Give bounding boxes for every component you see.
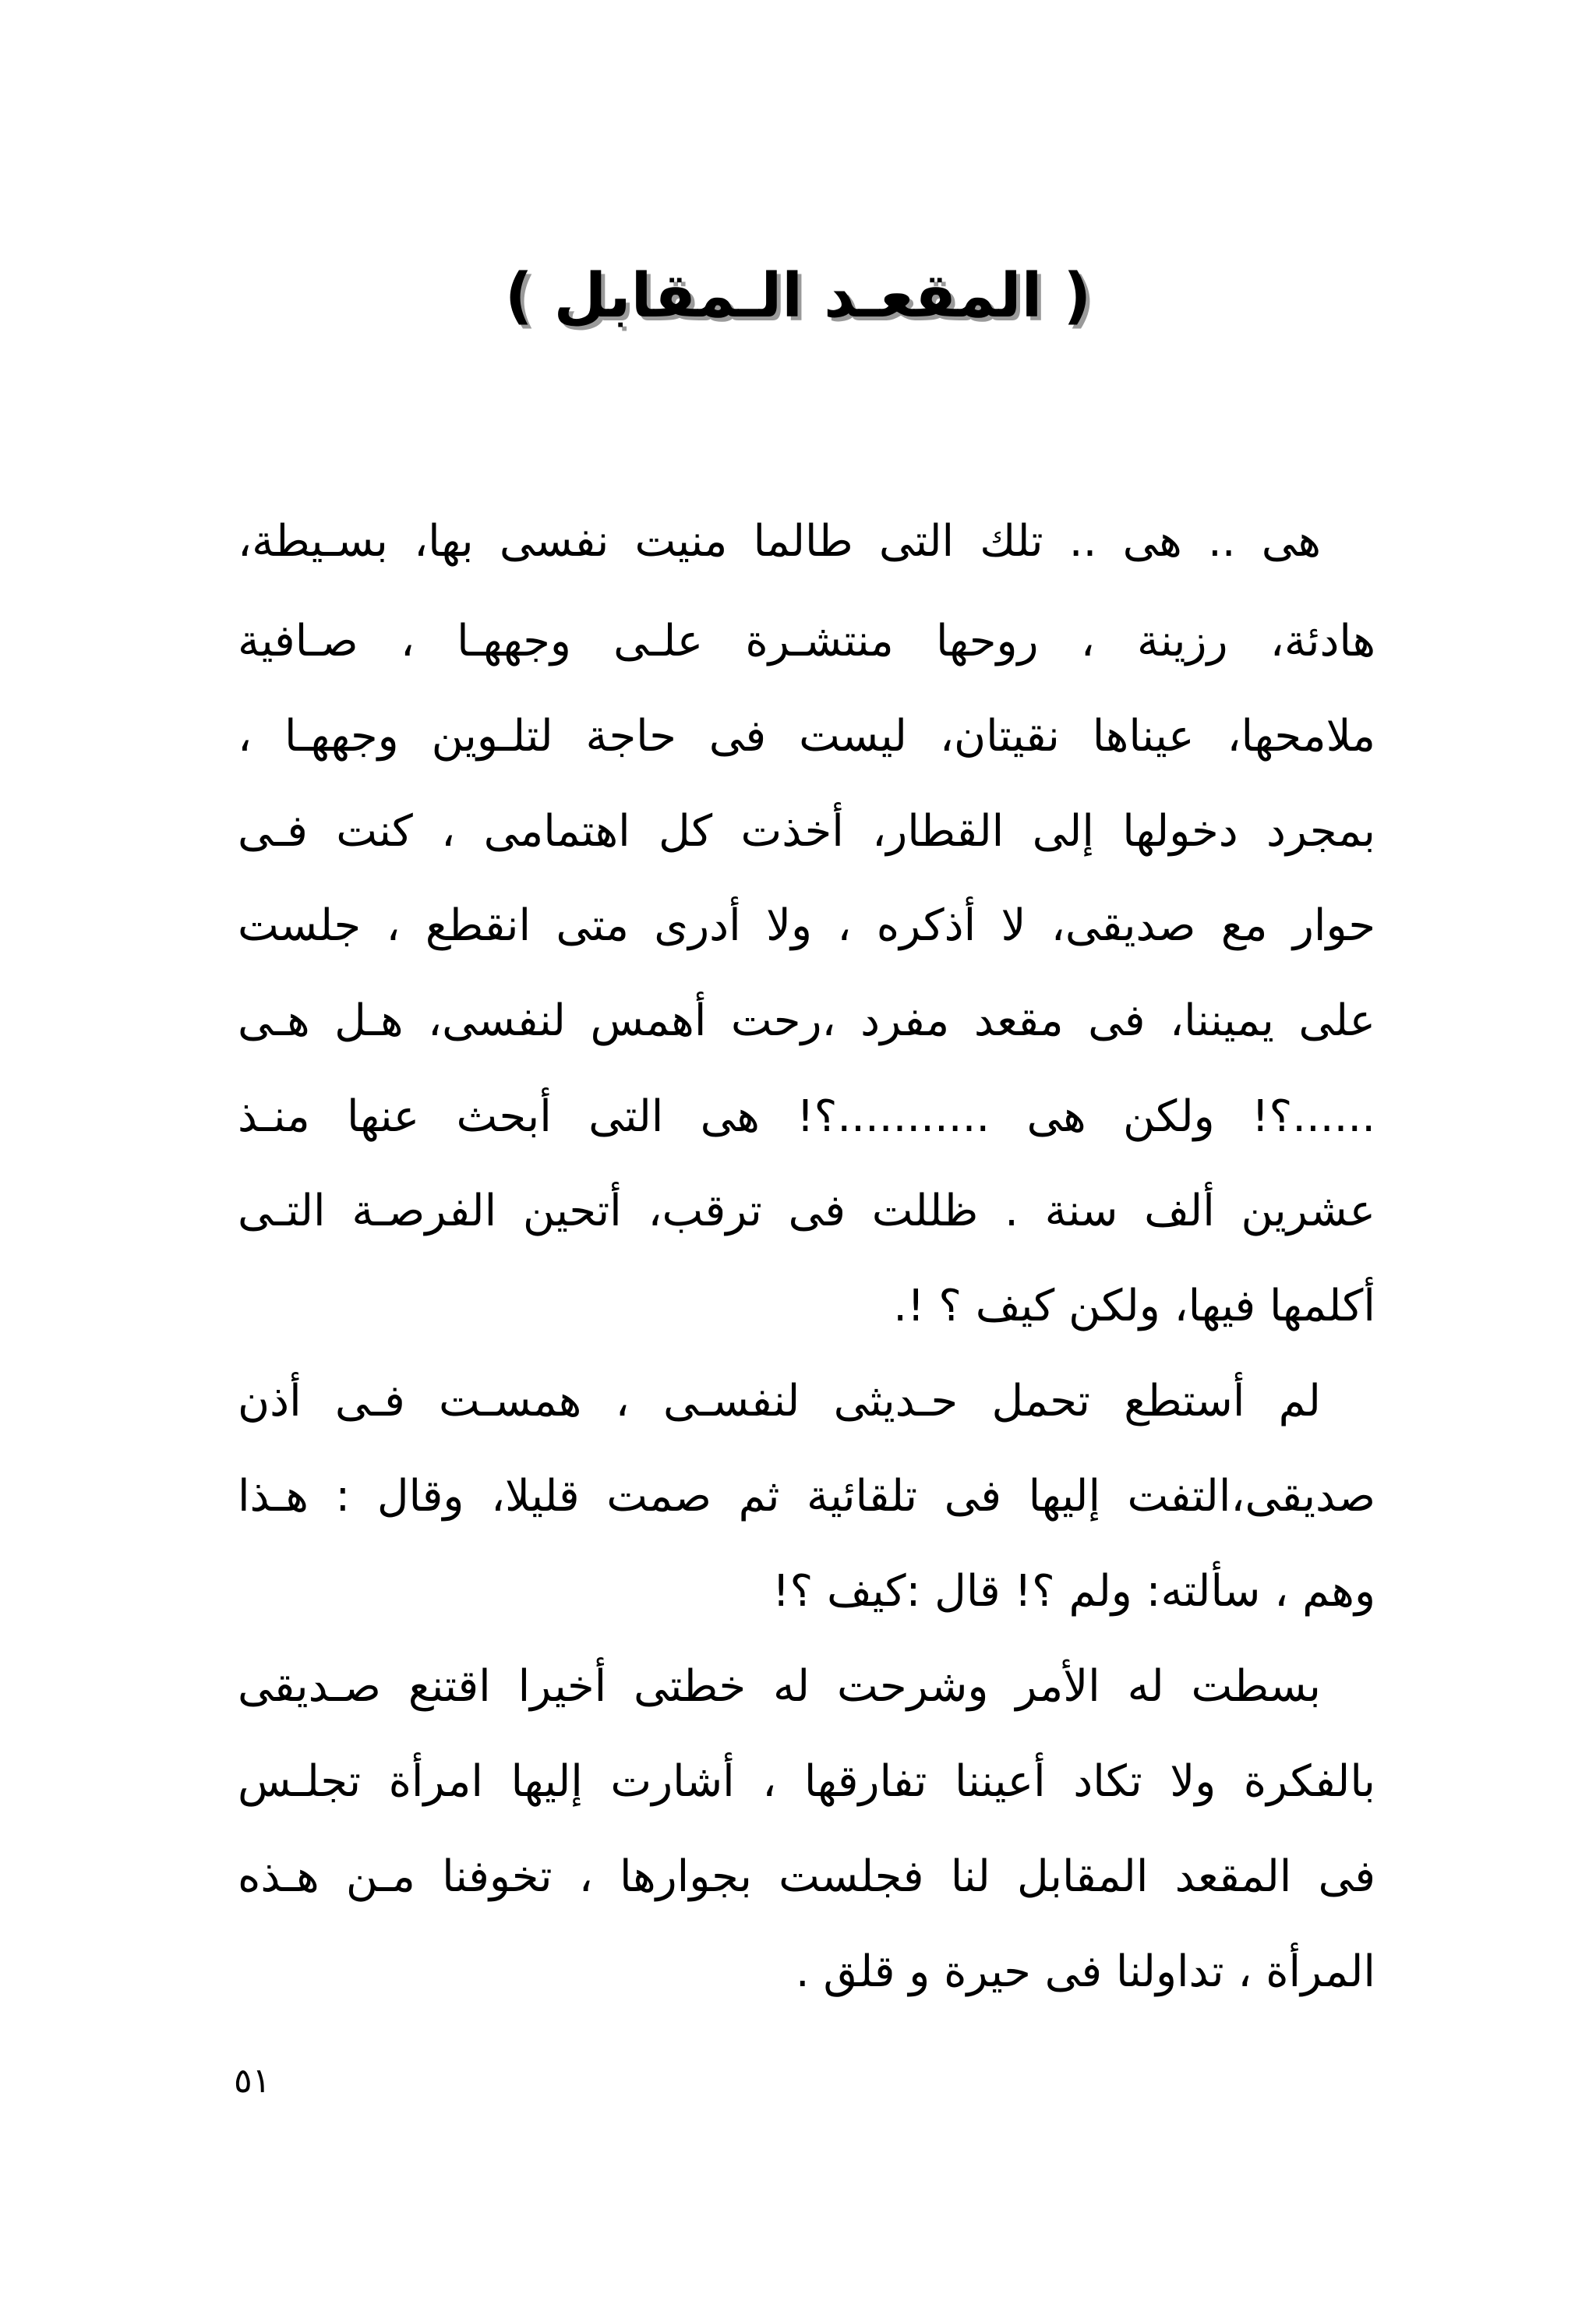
text-line: المرأة ، تداولنا فى حيرة و قلق . [795,1946,1375,1997]
text-line: هى .. هى .. تلك التى طالما منيت نفسى بها، بسـيطة، [238,516,1321,567]
text-line: عشرين ألف سنة . ظللت فى ترقب، أتحين الفرصـة التـى [238,1186,1375,1236]
text-line: ......؟! ولكن هى ...........؟! هى التى أبحث عنها منـذ [238,1091,1375,1142]
text-line: بسطت له الأمر وشرحت له خطتى أخيرا اقتنع صـديقى [238,1661,1321,1712]
text-line: فى المقعد المقابل لنا فجلست بجوارها ، تخوفنا مـن هـذه [238,1851,1375,1902]
text-line: بمجرد دخولها إلى القطار، أخذت كل اهتمامى ، كنت فـى [238,806,1375,857]
text-line: لم أستطع تحمل حـديثى لنفسـى ، همسـت فـى أذن [238,1376,1321,1426]
text-line: أكلمها فيها، ولكن كيف ؟ !. [893,1281,1375,1331]
text-line: حوار مع صديقى، لا أذكره ، ولا أدرى متى انقطع ، جلست [238,900,1375,951]
text-line: بالفكرة ولا تكاد أعيننا تفارقها ، أشارت إليها امرأة تجلـس [238,1756,1375,1807]
page-number: ٥١ [234,2061,271,2101]
text-line: ملامحها، عيناها نقيتان، ليست فى حاجة لتلـوين وجههـا ، [238,711,1375,762]
text-line: هادئة، رزينة ، روحها منتشـرة علـى وجههـا ، صـافية [238,616,1375,666]
chapter-title: ( المقعـد الـمقابل ) [504,261,1092,331]
text-line: صديقى،التفت إليها فى تلقائية ثم صمت قليلا، وقال : هـذا [238,1471,1375,1522]
text-line: وهم ، سألته: ولم ؟! قال :كيف ؟! [772,1566,1375,1617]
text-line: على يميننا، فى مقعد مفرد ،رحت أهمس لنفسى، هـل هـى [238,995,1375,1046]
